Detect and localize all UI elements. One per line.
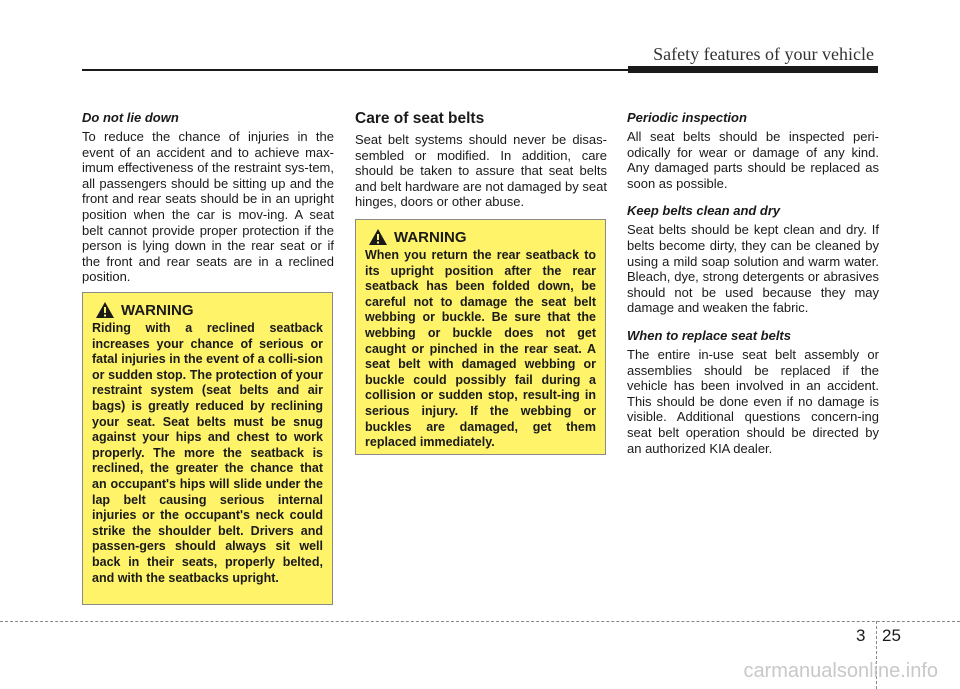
warning-triangle-icon xyxy=(95,301,115,319)
warning-box-reclined-seatback xyxy=(82,292,333,605)
body-do-not-lie-down: To reduce the chance of injuries in the event of an accident and to achieve max-imum effectiveness of the restraint sys-tem, all passengers should be sitting up and the front and rear seats should be in an upright position when the car is mov-ing. A seat belt cannot provide proper protection if the person is lying down in the rear seat or if the front and rear seats are in a reclined position. xyxy=(82,129,334,285)
subheading-keep-belts-clean: Keep belts clean and dry xyxy=(627,203,781,219)
warning-title: WARNING xyxy=(121,301,194,319)
chapter-number: 3 xyxy=(856,626,866,645)
column-middle xyxy=(355,110,607,210)
header-bar xyxy=(628,66,878,73)
subheading-do-not-lie-down: Do not lie down xyxy=(82,110,179,125)
spacer xyxy=(627,316,879,328)
footer-rule xyxy=(0,621,960,622)
heading-care-of-seat-belts: Care of seat belts xyxy=(355,110,485,127)
column-right xyxy=(627,110,879,456)
warning-box-rear-seatback xyxy=(355,219,606,455)
body-care-of-seat-belts: Seat belt systems should never be disas-sembled or modified. In addition, care should be taken to assure that seat belts and belt hardware are not damaged by seat hinges, doors or other abuse. xyxy=(355,132,607,210)
body-periodic-inspection: All seat belts should be inspected peri-odically for wear or damage of any kind. Any damaged parts should be replaced as soon as possible. xyxy=(627,129,879,191)
subheading-periodic-inspection: Periodic inspection xyxy=(627,110,747,125)
warning-header xyxy=(365,228,596,246)
warning-text: Riding with a reclined seatback increases your chance of serious or fatal injuries in the event of a colli-sion or sudden stop. The protection of your restraint system (seat belts and air bags) is greatly reduced by reclining your seat. Seat belts must be snug against your hips and chest to work properly. The more the seatback is reclined, the greater the chance that an occupant's hips will slide under the lap belt causing serious internal injuries or the occupant's neck could strike the shoulder belt. Drivers and passen-gers should always sit well back in their seats, properly belted, and with the seatbacks upright. xyxy=(92,321,323,585)
spacer xyxy=(627,191,879,203)
header-rule xyxy=(82,69,628,71)
warning-text: When you return the rear seatback to its upright position after the rear seatback has been folded down, be careful not to damage the seat belt webbing or buckle. Be sure that the webbing or buckle does not get caught or pinched in the rear seat. A seat belt with damaged webbing or buckle could possibly fail during a collision or sudden stop, result-ing in serious injury. If the webbing or buckles are damaged, get them replaced immediately. xyxy=(365,248,596,450)
header-title: Safety features of your vehicle xyxy=(653,44,874,64)
page-number: 25 xyxy=(882,626,901,645)
watermark: carmanualsonline.info xyxy=(743,660,938,682)
column-left xyxy=(82,110,334,285)
warning-header xyxy=(92,301,323,319)
body-when-to-replace: The entire in-use seat belt assembly or assemblies should be replaced if the vehicle has been involved in an accident. This should be done even if no damage is visible. Additional questions concern-ing seat belt operation should be directed by an authorized KIA dealer. xyxy=(627,346,879,456)
warning-triangle-icon xyxy=(368,228,388,246)
warning-title: WARNING xyxy=(394,228,467,246)
subheading-when-to-replace: When to replace seat belts xyxy=(627,327,791,343)
body-keep-belts-clean: Seat belts should be kept clean and dry. If belts become dirty, they can be cleaned by using a mild soap solution and warm water. Bleach, dye, strong detergents or abrasives should not be used because they may damage and weaken the fabric. xyxy=(627,222,879,316)
